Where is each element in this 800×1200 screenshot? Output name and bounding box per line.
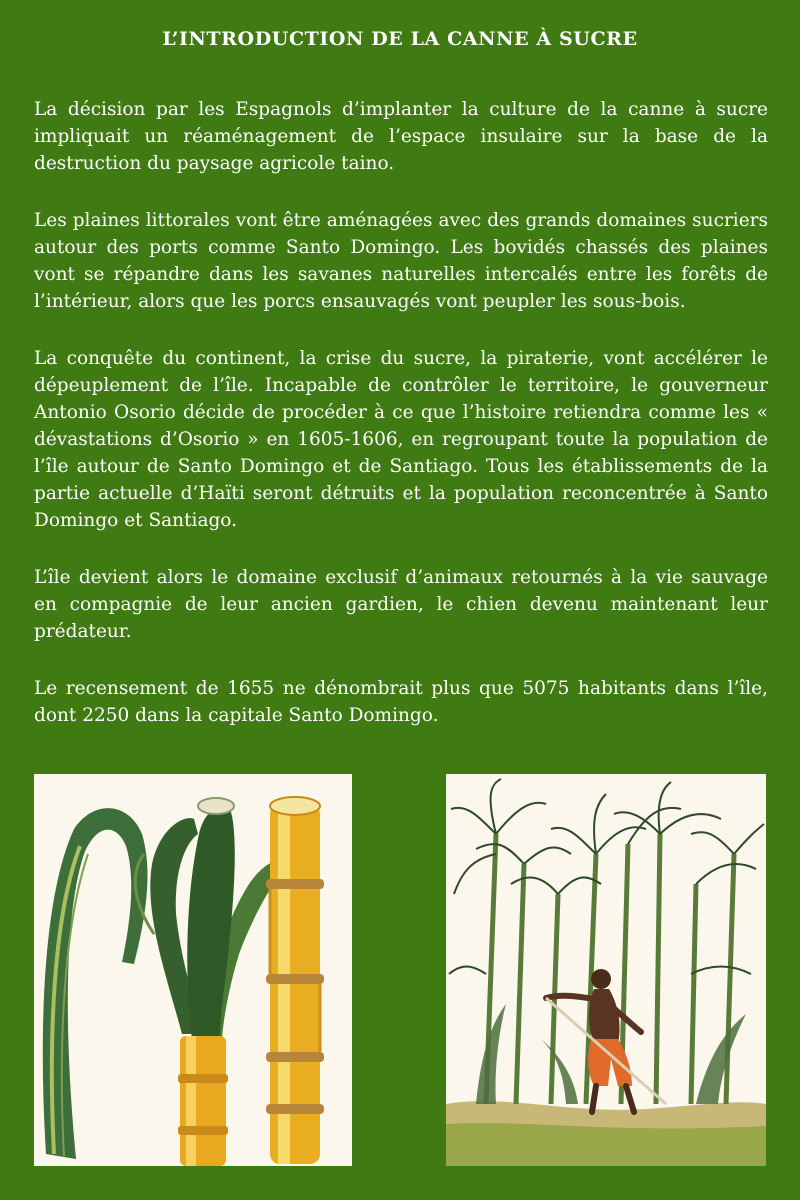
paragraph-1: La décision par les Espagnols d’implanter la culture de la canne à sucre impliquait un réaménagement de l’espace insulaire sur la base de la destruction du paysage agricole taino. bbox=[34, 99, 768, 174]
paragraph-2: Les plaines littorales vont être aménagées avec des grands domaines sucriers autour des ports comme Santo Domingo. Les bovidés chassés des plaines vont se répandre dans les savanes naturelles intercalés entre les forêts de l’intérieur, alors que les porcs ensauvagés vont peupler les sous-bois. bbox=[34, 210, 768, 312]
paragraph-3: La conquête du continent, la crise du sucre, la piraterie, vont accélérer le dépeuplement de l’île. Incapable de contrôler le territoire, le gouverneur Antonio Osorio décide de procéder à ce que l’histoire retiendra comme les « dévastations d’Osorio » en 1605-1606, en regroupant toute la population de l’île autour de Santo Domingo et de Santiago. Tous les établissements de la partie actuelle d’Haïti seront détruits et la population reconcentrée à Santo Domingo et Santiago. bbox=[34, 348, 768, 531]
paragraph-5: Le recensement de 1655 ne dénombrait plus que 5075 habitants dans l’île, dont 2250 dans la capitale Santo Domingo. bbox=[34, 678, 768, 726]
paragraph-4: L’île devient alors le domaine exclusif d’animaux retournés à la vie sauvage en compagnie de leur ancien gardien, le chien devenu maintenant leur prédateur. bbox=[34, 567, 768, 642]
sugarcane-field-engraving bbox=[446, 774, 766, 1166]
page-title: L’INTRODUCTION DE LA CANNE À SUCRE bbox=[162, 28, 638, 50]
sugarcane-botanical-illustration bbox=[34, 774, 352, 1166]
body-text bbox=[34, 96, 768, 759]
